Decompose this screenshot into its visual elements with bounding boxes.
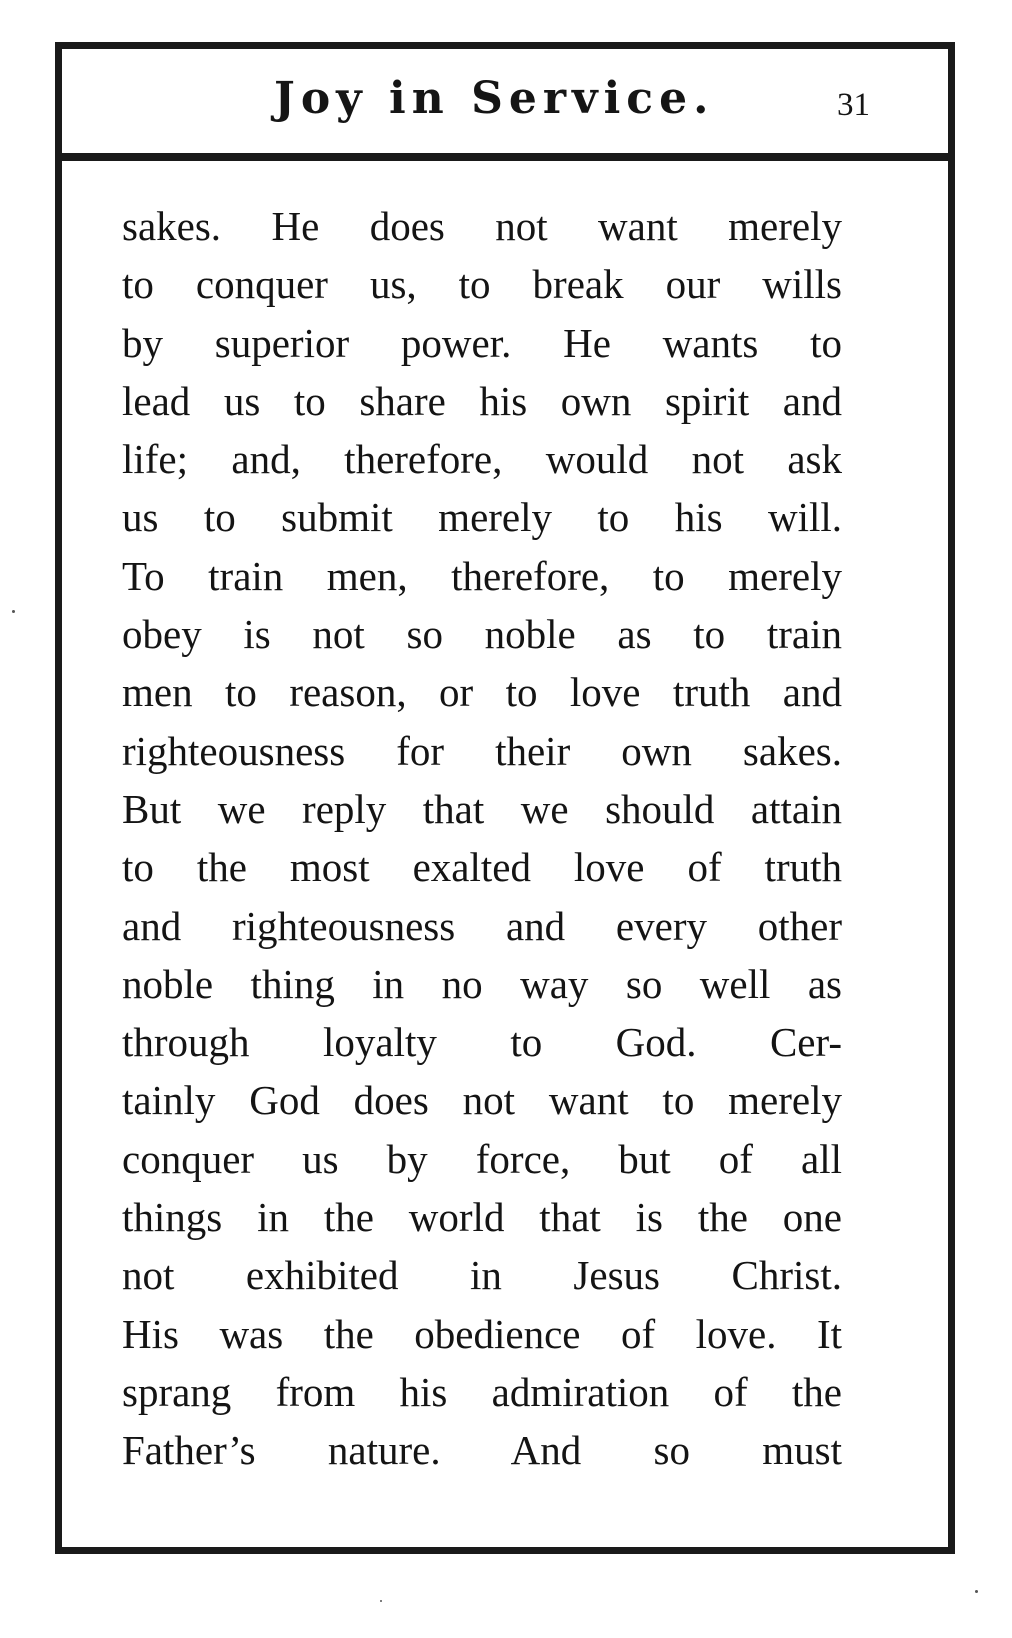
text-line: and righteousness and every other bbox=[122, 902, 842, 949]
text-line: tainly God does not want to merely bbox=[122, 1077, 842, 1124]
text-line: obey is not so noble as to train bbox=[122, 611, 842, 658]
scan-speck bbox=[380, 1600, 382, 1602]
text-line: by superior power. He wants to bbox=[122, 319, 842, 366]
text-line: us to submit merely to his will. bbox=[122, 494, 842, 541]
page-border-frame bbox=[55, 42, 955, 1554]
text-line: not exhibited in Jesus Christ. bbox=[122, 1252, 842, 1299]
scan-speck bbox=[12, 610, 15, 613]
running-head-title: Joy in Service. bbox=[274, 73, 715, 124]
text-line: lead us to share his own spirit and bbox=[122, 377, 842, 424]
text-line: life; and, therefore, would not ask bbox=[122, 436, 842, 483]
text-line: To train men, therefore, to merely bbox=[122, 552, 842, 599]
text-line: Father’s nature. And so must bbox=[122, 1427, 842, 1474]
text-line: men to reason, or to love truth and bbox=[122, 669, 842, 716]
text-line: noble thing in no way so well as bbox=[122, 960, 842, 1007]
page-number: 31 bbox=[837, 87, 870, 123]
scan-speck bbox=[975, 1590, 978, 1593]
running-header bbox=[62, 49, 948, 161]
text-line: His was the obedience of love. It bbox=[122, 1310, 842, 1357]
body-text-block bbox=[122, 197, 842, 1480]
text-line: through loyalty to God. Cer- bbox=[122, 1019, 842, 1066]
text-line: But we reply that we should attain bbox=[122, 785, 842, 832]
text-line: to the most exalted love of truth bbox=[122, 844, 842, 891]
text-line: righteousness for their own sakes. bbox=[122, 727, 842, 774]
text-line: sakes. He does not want merely bbox=[122, 203, 842, 249]
text-line: conquer us by force, but of all bbox=[122, 1135, 842, 1182]
text-line: things in the world that is the one bbox=[122, 1194, 842, 1241]
text-line: to conquer us, to break our wills bbox=[122, 261, 842, 308]
text-line: sprang from his admiration of the bbox=[122, 1368, 842, 1415]
